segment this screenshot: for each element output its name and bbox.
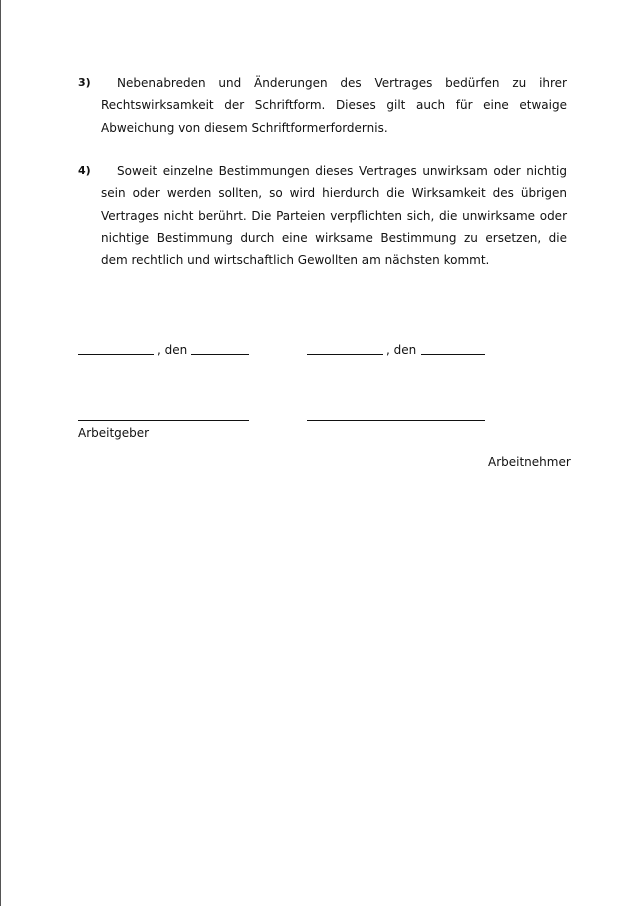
signature-line-employee — [307, 420, 485, 421]
clause-text: Nebenabreden und Änderungen des Vertrages bedürfen zu ihrer Rechtswirksamkeit der Schriftform. Dieses gilt auch für eine etwaige Abweichung von diesem Schriftformerfordernis. — [101, 76, 567, 135]
clause-4 — [78, 160, 567, 271]
place-line-employer — [78, 354, 154, 355]
employee-label: Arbeitnehmer — [488, 455, 571, 469]
place-line-employee — [307, 354, 383, 355]
den-label-employer: , den — [157, 343, 188, 357]
date-line-employee — [421, 354, 485, 355]
employer-label: Arbeitgeber — [78, 426, 150, 440]
clause-3 — [78, 72, 567, 139]
clause-number: 3) — [78, 76, 91, 89]
den-label-employee: , den — [386, 343, 417, 357]
date-line-employer — [191, 354, 249, 355]
clause-number: 4) — [78, 164, 91, 177]
signature-line-employer — [78, 420, 249, 421]
clause-text: Soweit einzelne Bestimmungen dieses Vertrages unwirksam oder nichtig sein oder werden sollten, so wird hierdurch die Wirksamkeit des übrigen Vertrages nicht berührt. Die Parteien verpflichten sich, die unwirksame oder nichtige Bestimmung durch eine wirksame Bestimmung zu ersetzen, die dem rechtlich und wirtschaftlich Gewollten am nächsten kommt. — [101, 164, 567, 268]
